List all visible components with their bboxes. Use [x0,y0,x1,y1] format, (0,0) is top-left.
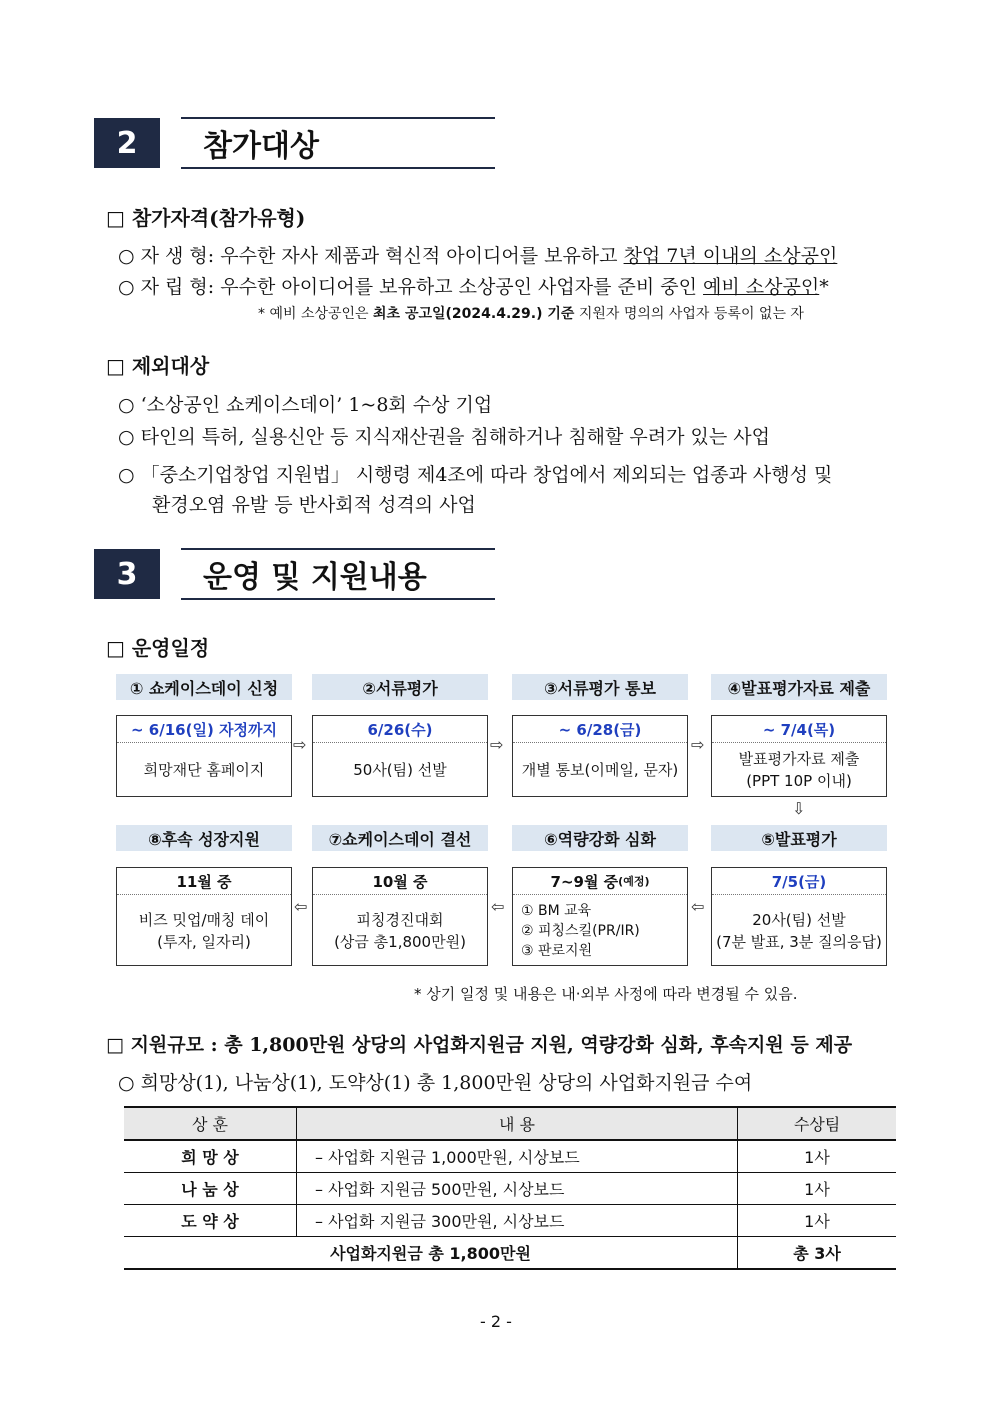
step-body-line: (PPT 10P 이내) [746,772,852,790]
arrow-right-icon: ⇨ [293,735,307,754]
table-row [124,1205,896,1237]
step-date [513,868,687,895]
step-date-text: 7~9월 중 [550,872,619,891]
exclusion-item-continued: 환경오염 유발 등 반사회적 성격의 사업 [152,494,476,516]
note-suffix: 지원자 명의의 사업자 등록이 없는 자 [578,306,804,322]
award-name: 희 망 상 [124,1140,297,1173]
exclusion-heading: □ 제외대상 [106,354,210,378]
eligibility-type: 자 생 형: [140,245,215,267]
note-bold: 최초 공고일(2024.4.29.) 기준 [373,306,575,322]
step-box [312,867,488,966]
award-content: – 사업화 지원금 1,000만원, 시상보드 [297,1140,738,1173]
step-label: ① 쇼케이스데이 신청 [116,674,292,700]
arrow-left-icon: ⇦ [294,897,308,916]
step-box [312,715,488,797]
step-body-line: 피칭경진대회 [356,910,444,929]
bullet-mark: ○ [118,276,135,298]
step-box [711,715,887,797]
award-content: – 사업화 지원금 300만원, 시상보드 [297,1205,738,1237]
exclusion-item: ○ ‘소상공인 쇼케이스데이’ 1~8회 수상 기업 [118,394,493,416]
arrow-down-icon: ⇩ [792,799,806,818]
page-number: - 2 - [480,1312,512,1331]
eligibility-text: 우수한 아이디어를 보유하고 소상공인 사업자를 준비 중인 [220,276,697,298]
step-label: ⑥역량강화 심화 [512,825,688,851]
step-body-line: 비즈 밋업/매칭 데이 [138,910,270,929]
step-label: ③서류평가 통보 [512,674,688,700]
step-body-line: (7분 발표, 3분 질의응답) [716,932,882,951]
step-body-line: (상금 총1,800만원) [334,932,466,951]
step-body [313,743,487,797]
step-box [711,867,887,966]
bullet-mark: ○ [118,245,135,267]
step-label: ⑤발표평가 [711,825,887,851]
exclusion-item: ○ 타인의 특허, 실용신안 등 지식재산권을 침해하거나 침해할 우려가 있는 사업 [118,426,770,448]
step-box [116,867,292,966]
section-title: 참가대상 [181,117,495,169]
step-date: 11월 중 [117,868,291,895]
step-label: ④발표평가자료 제출 [711,674,887,700]
award-name: 나 눔 상 [124,1173,297,1205]
table-row [124,1173,896,1205]
arrow-right-icon: ⇨ [691,735,705,754]
step-date: 6/26(수) [313,716,487,743]
step-box [512,867,688,966]
support-bullet: ○ 희망상(1), 나눔상(1), 도약상(1) 총 1,800만원 상당의 사업화지원금 수여 [118,1072,753,1094]
section-number: 3 [94,549,160,599]
eligibility-item [118,272,829,299]
step-body [712,895,886,966]
step-body [117,895,291,966]
arrow-right-icon: ⇨ [490,735,504,754]
step-box [512,715,688,797]
step-date: 7/5(금) [712,868,886,895]
step-body-line: (투자, 일자리) [157,932,251,951]
step-date: ~ 6/16(일) 자정까지 [117,716,291,743]
step-body [513,743,687,797]
award-count: 1사 [738,1205,897,1237]
footnote-mark: * [819,276,829,298]
step-body [712,743,886,797]
step-body-line: ③ 판로지원 [521,942,593,959]
column-header: 수상팀 [738,1107,897,1140]
schedule-note: * 상기 일정 및 내용은 내·외부 사정에 따라 변경될 수 있음. [414,985,798,1003]
step-body-line: 개별 통보(이메일, 문자) [521,761,679,779]
eligibility-type: 자 립 형: [140,276,215,298]
step-date: ~ 7/4(목) [712,716,886,743]
step-body-line: ① BM 교육 [521,902,592,919]
column-header: 상 훈 [124,1107,297,1140]
award-name: 도 약 상 [124,1205,297,1237]
awards-table [124,1106,896,1270]
table-row [124,1140,896,1173]
eligibility-emphasis: 창업 7년 이내의 소상공인 [623,245,838,267]
table-header-row [124,1107,896,1140]
arrow-left-icon: ⇦ [691,897,705,916]
step-body-line: 희망재단 홈페이지 [143,761,265,779]
eligibility-note [258,303,804,323]
total-count: 총 3사 [738,1237,897,1270]
eligibility-heading: □ 참가자격(참가유형) [106,206,306,230]
note-prefix: * 예비 소상공인은 [258,306,369,322]
step-label: ②서류평가 [312,674,488,700]
eligibility-text: 우수한 자사 제품과 혁신적 아이디어를 보유하고 [220,245,618,267]
step-body-line: 발표평가자료 제출 [738,750,860,768]
column-header: 내 용 [297,1107,738,1140]
award-count: 1사 [738,1173,897,1205]
section-title: 운영 및 지원내용 [181,548,495,600]
exclusion-item: ○ 「중소기업창업 지원법」 시행령 제4조에 따라 창업에서 제외되는 업종과 사행성 및 [118,464,833,486]
step-date: 10월 중 [313,868,487,895]
arrow-left-icon: ⇦ [491,897,505,916]
section-number: 2 [94,118,160,168]
step-body-line: 50사(팀) 선발 [353,761,447,779]
step-body-line: 20사(팀) 선발 [752,910,846,929]
step-date: ~ 6/28(금) [513,716,687,743]
step-body [117,743,291,797]
award-count: 1사 [738,1140,897,1173]
eligibility-emphasis: 예비 소상공인 [703,276,820,298]
step-date-note: (예정) [618,875,650,888]
table-total-row [124,1237,896,1270]
step-box [116,715,292,797]
step-body [313,895,487,966]
total-label: 사업화지원금 총 1,800만원 [124,1237,738,1270]
step-label: ⑦쇼케이스데이 결선 [312,825,488,851]
award-content: – 사업화 지원금 500만원, 시상보드 [297,1173,738,1205]
support-heading: □ 지원규모 : 총 1,800만원 상당의 사업화지원금 지원, 역량강화 심화, 후속지원 등 제공 [106,1034,853,1056]
step-label: ⑧후속 성장지원 [116,825,292,851]
eligibility-item [118,241,837,268]
step-body-line: ② 피칭스킬(PR/IR) [521,922,640,939]
schedule-heading: □ 운영일정 [106,636,210,660]
step-body [513,895,687,966]
